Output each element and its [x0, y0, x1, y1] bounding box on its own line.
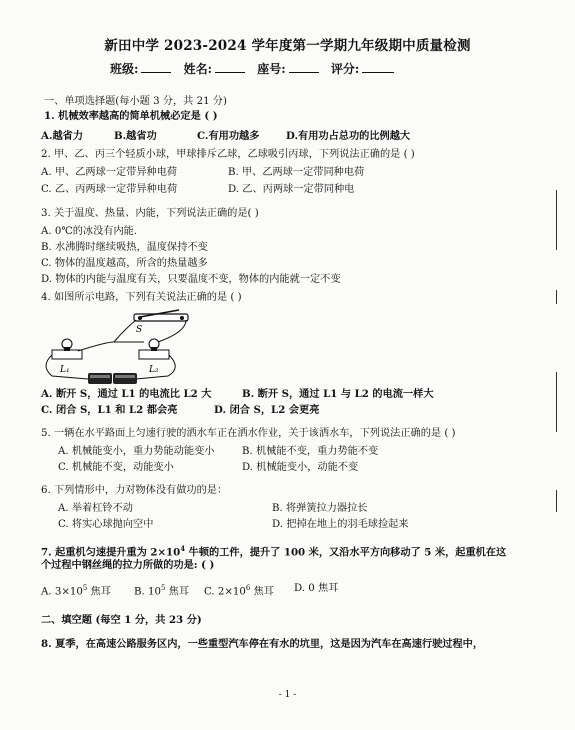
bulb-l1 — [52, 339, 82, 375]
q4-option-d: D. 闭合 S，L2 会更亮 — [214, 404, 320, 416]
q5-stem: 5. 一辆在水平路面上匀速行驶的洒水车正在洒水作业，关于该洒水车，下列说法正确的是 ( ) — [41, 428, 456, 439]
q7-option-d: D. 0 焦耳 — [294, 583, 339, 594]
scan-edge-mark — [556, 372, 557, 432]
q7-option-a — [41, 582, 111, 598]
q4-option-b: B. 断开 S，通过 L1 与 L2 的电流一样大 — [242, 388, 434, 400]
q6-option-c: C. 将实心球抛向空中 — [58, 519, 154, 530]
circuit-diagram — [36, 306, 226, 390]
q4-option-c: C. 闭合 S，L1 和 L2 都会亮 — [41, 404, 178, 416]
page-number: - 1 - — [278, 690, 297, 700]
bulb-l2 — [139, 339, 169, 375]
class-blank — [141, 61, 171, 73]
score-label: 评分: — [330, 62, 360, 76]
q4-option-a: A. 断开 S，通过 L1 的电流比 L2 大 — [41, 388, 212, 400]
q7-stem-line2: 个过程中钢丝绳的拉力所做的功是: ( ) — [41, 559, 215, 571]
q8-stem: 8. 夏季，在高速公路服务区内，一些重型汽车停在有水的坑里，这是因为汽车在高速行驶过程中， — [41, 638, 484, 650]
q3-stem: 3. 关于温度、热量、内能，下列说法正确的是( ) — [41, 208, 259, 219]
q2-option-b: B. 甲、乙两球一定带同种电荷 — [228, 167, 365, 178]
q7-stem-part1: 7. 起重机匀速提升重为 2×10 — [41, 546, 181, 559]
q5-option-c: C. 机械能不变，动能变小 — [58, 462, 174, 473]
q3-option-b: B. 水沸腾时继续吸热，温度保持不变 — [41, 242, 208, 253]
q3-option-a: A. 0℃的冰没有内能. — [41, 226, 138, 237]
q6-option-d: D. 把掉在地上的羽毛球捡起来 — [272, 519, 409, 530]
q7-option-b — [134, 582, 189, 598]
q5-option-d: D. 机械能变小，动能不变 — [242, 462, 359, 473]
q7-b-exp: 5 — [160, 584, 166, 592]
q1-option-c: C.有用功越多 — [197, 130, 260, 142]
student-info-line — [110, 60, 402, 77]
score-blank — [362, 61, 394, 73]
class-label: 班级: — [110, 62, 139, 76]
q3-option-d: D. 物体的内能与温度有关，只要温度不变，物体的内能就一定不变 — [41, 274, 341, 285]
q7-c-base: C. 2×10 — [204, 586, 246, 598]
q5-option-b: B. 机械能不变，重力势能不变 — [242, 446, 379, 457]
bulb-l2-label: L₂ — [149, 365, 159, 375]
q6-option-b: B. 将弹簧拉力器拉长 — [272, 503, 368, 514]
name-label: 姓名: — [183, 62, 213, 76]
q1-stem: 1. 机械效率越高的简单机械必定是 ( ) — [44, 110, 218, 122]
q7-a-exp: 5 — [82, 584, 88, 592]
q7-a-base: A. 3×10 — [41, 586, 83, 598]
seat-blank — [289, 61, 319, 73]
q5-option-a: A. 机械能变小，重力势能动能变小 — [58, 446, 215, 457]
q7-c-exp: 6 — [245, 584, 251, 592]
q7-b-unit: 焦耳 — [165, 586, 190, 598]
battery-pack — [88, 373, 137, 384]
scan-edge-mark — [556, 290, 557, 304]
exam-title: 新田中学 2023-2024 学年度第一学期九年级期中质量检测 — [104, 38, 471, 54]
q6-stem: 6. 下列情形中，力对物体没有做功的是： — [41, 485, 228, 496]
q7-stem-exponent: 4 — [180, 544, 186, 553]
switch-label: S — [136, 325, 143, 335]
q1-option-b: B.越省功 — [114, 130, 157, 142]
q6-option-a: A. 举着杠铃不动 — [58, 503, 133, 514]
q7-stem-part2: 牛顿的工件，提升了 100 米，又沿水平方向移动了 5 米，起重机在这 — [185, 546, 507, 559]
q2-stem: 2. 甲、乙、丙三个轻质小球，甲球排斥乙球，乙球吸引丙球，下列说法正确的是 ( ) — [41, 149, 415, 160]
bulb-l1-label: L₁ — [60, 365, 70, 375]
q4-stem: 4. 如图所示电路，下列有关说法正确的是 ( ) — [41, 292, 242, 303]
q7-b-base: B. 10 — [134, 586, 161, 598]
scan-edge-mark — [556, 190, 557, 250]
seat-label: 座号: — [257, 62, 286, 76]
q2-option-c: C. 乙、丙两球一定带异种电荷 — [41, 184, 178, 195]
scan-edge-mark — [556, 490, 557, 512]
section1-heading: 一、单项选择题(每小题 3 分，共 21 分) — [44, 96, 227, 107]
q1-option-a: A.越省力 — [41, 130, 84, 142]
name-blank — [215, 61, 245, 73]
q7-stem — [41, 542, 506, 559]
q2-option-d: D. 乙、丙两球一定带同种电 — [228, 184, 355, 195]
q7-c-unit: 焦耳 — [250, 586, 274, 598]
q7-a-unit: 焦耳 — [87, 586, 111, 598]
q2-option-a: A. 甲、乙两球一定带异种电荷 — [41, 167, 178, 178]
q3-option-c: C. 物体的温度越高，所含的热量越多 — [41, 258, 208, 269]
q1-option-d: D.有用功占总功的比例越大 — [286, 130, 411, 142]
q7-option-c — [204, 582, 274, 598]
section2-heading: 二、填空题 (每空 1 分，共 23 分) — [41, 614, 202, 626]
